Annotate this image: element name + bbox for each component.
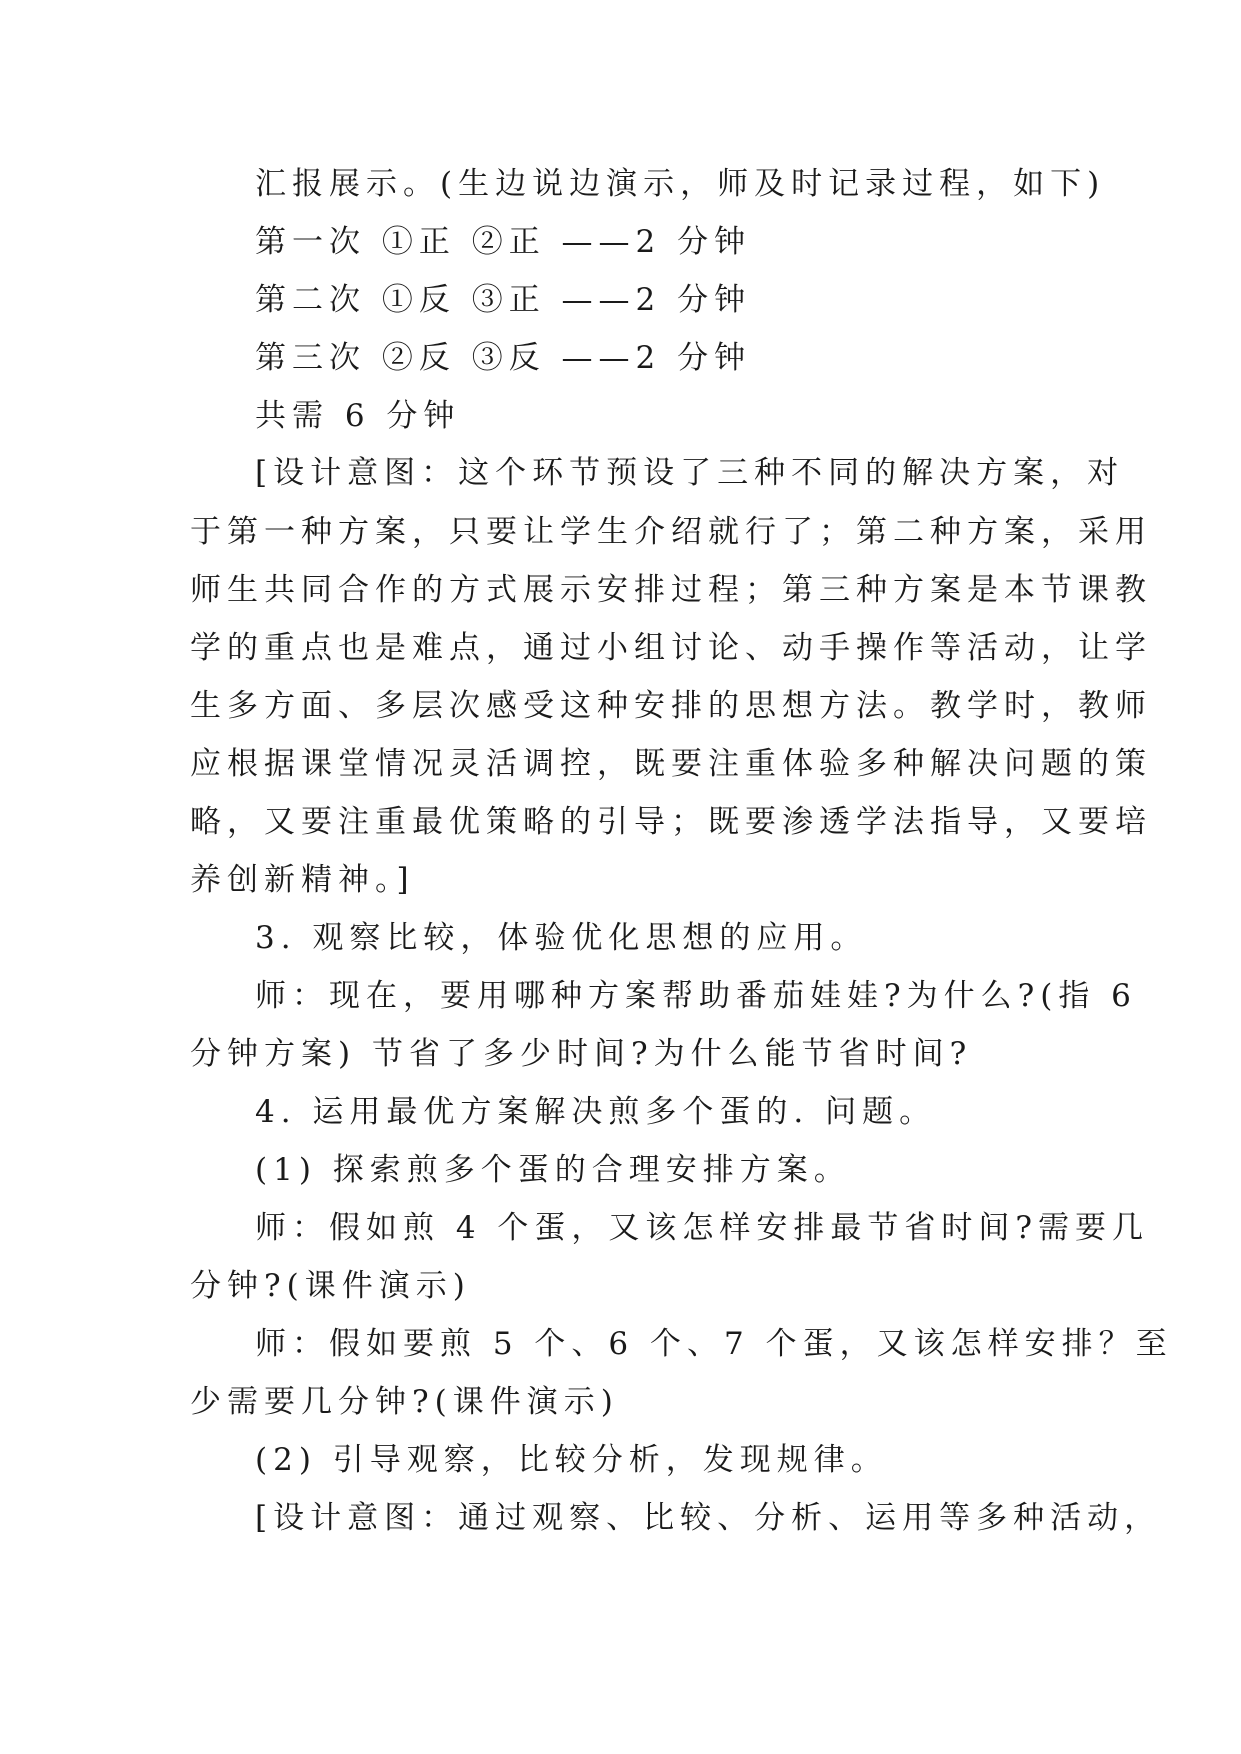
paragraph-line: 于第一种方案，只要让学生介绍就行了；第二种方案，采用 bbox=[190, 514, 1152, 550]
section-heading: 3. 观察比较，体验优化思想的应用。 bbox=[255, 920, 868, 956]
paragraph-line: 养创新精神。] bbox=[190, 862, 415, 898]
paragraph-line: [设计意图：这个环节预设了三种不同的解决方案，对 bbox=[255, 455, 1125, 491]
paragraph-line: 略，又要注重最优策略的引导；既要渗透学法指导，又要培 bbox=[190, 804, 1152, 840]
paragraph-line: 师：假如要煎 5 个、6 个、7 个蛋，又该怎样安排？至 bbox=[255, 1326, 1173, 1362]
paragraph-line: 分钟方案) 节省了多少时间?为什么能节省时间? bbox=[190, 1036, 973, 1072]
paragraph-line: 应根据课堂情况灵活调控，既要注重体验多种解决问题的策 bbox=[190, 746, 1152, 782]
total-line: 共需 6 分钟 bbox=[255, 398, 461, 434]
subsection-heading: (1) 探索煎多个蛋的合理安排方案。 bbox=[255, 1152, 851, 1188]
paragraph-line: 师：假如煎 4 个蛋，又该怎样安排最节省时间?需要几 bbox=[255, 1210, 1150, 1246]
paragraph-line: 分钟?(课件演示) bbox=[190, 1268, 471, 1304]
paragraph-line: 学的重点也是难点，通过小组讨论、动手操作等活动，让学 bbox=[190, 630, 1152, 666]
step-line-2: 第二次 ①反 ③正 ——2 分钟 bbox=[255, 282, 752, 318]
section-heading: 4. 运用最优方案解决煎多个蛋的. 问题。 bbox=[255, 1094, 937, 1130]
paragraph-line: 师：现在，要用哪种方案帮助番茄娃娃?为什么?(指 6 bbox=[255, 978, 1137, 1014]
subsection-heading: (2) 引导观察，比较分析，发现规律。 bbox=[255, 1442, 888, 1478]
step-line-3: 第三次 ②反 ③反 ——2 分钟 bbox=[255, 340, 752, 376]
paragraph-line: 师生共同合作的方式展示安排过程；第三种方案是本节课教 bbox=[190, 572, 1152, 608]
report-line: 汇报展示。(生边说边演示，师及时记录过程，如下) bbox=[255, 166, 1106, 202]
paragraph-line: 少需要几分钟?(课件演示) bbox=[190, 1384, 619, 1420]
paragraph-line: 生多方面、多层次感受这种安排的思想方法。教学时，教师 bbox=[190, 688, 1152, 724]
paragraph-line: [设计意图：通过观察、比较、分析、运用等多种活动， bbox=[255, 1500, 1162, 1536]
step-line-1: 第一次 ①正 ②正 ——2 分钟 bbox=[255, 224, 752, 260]
